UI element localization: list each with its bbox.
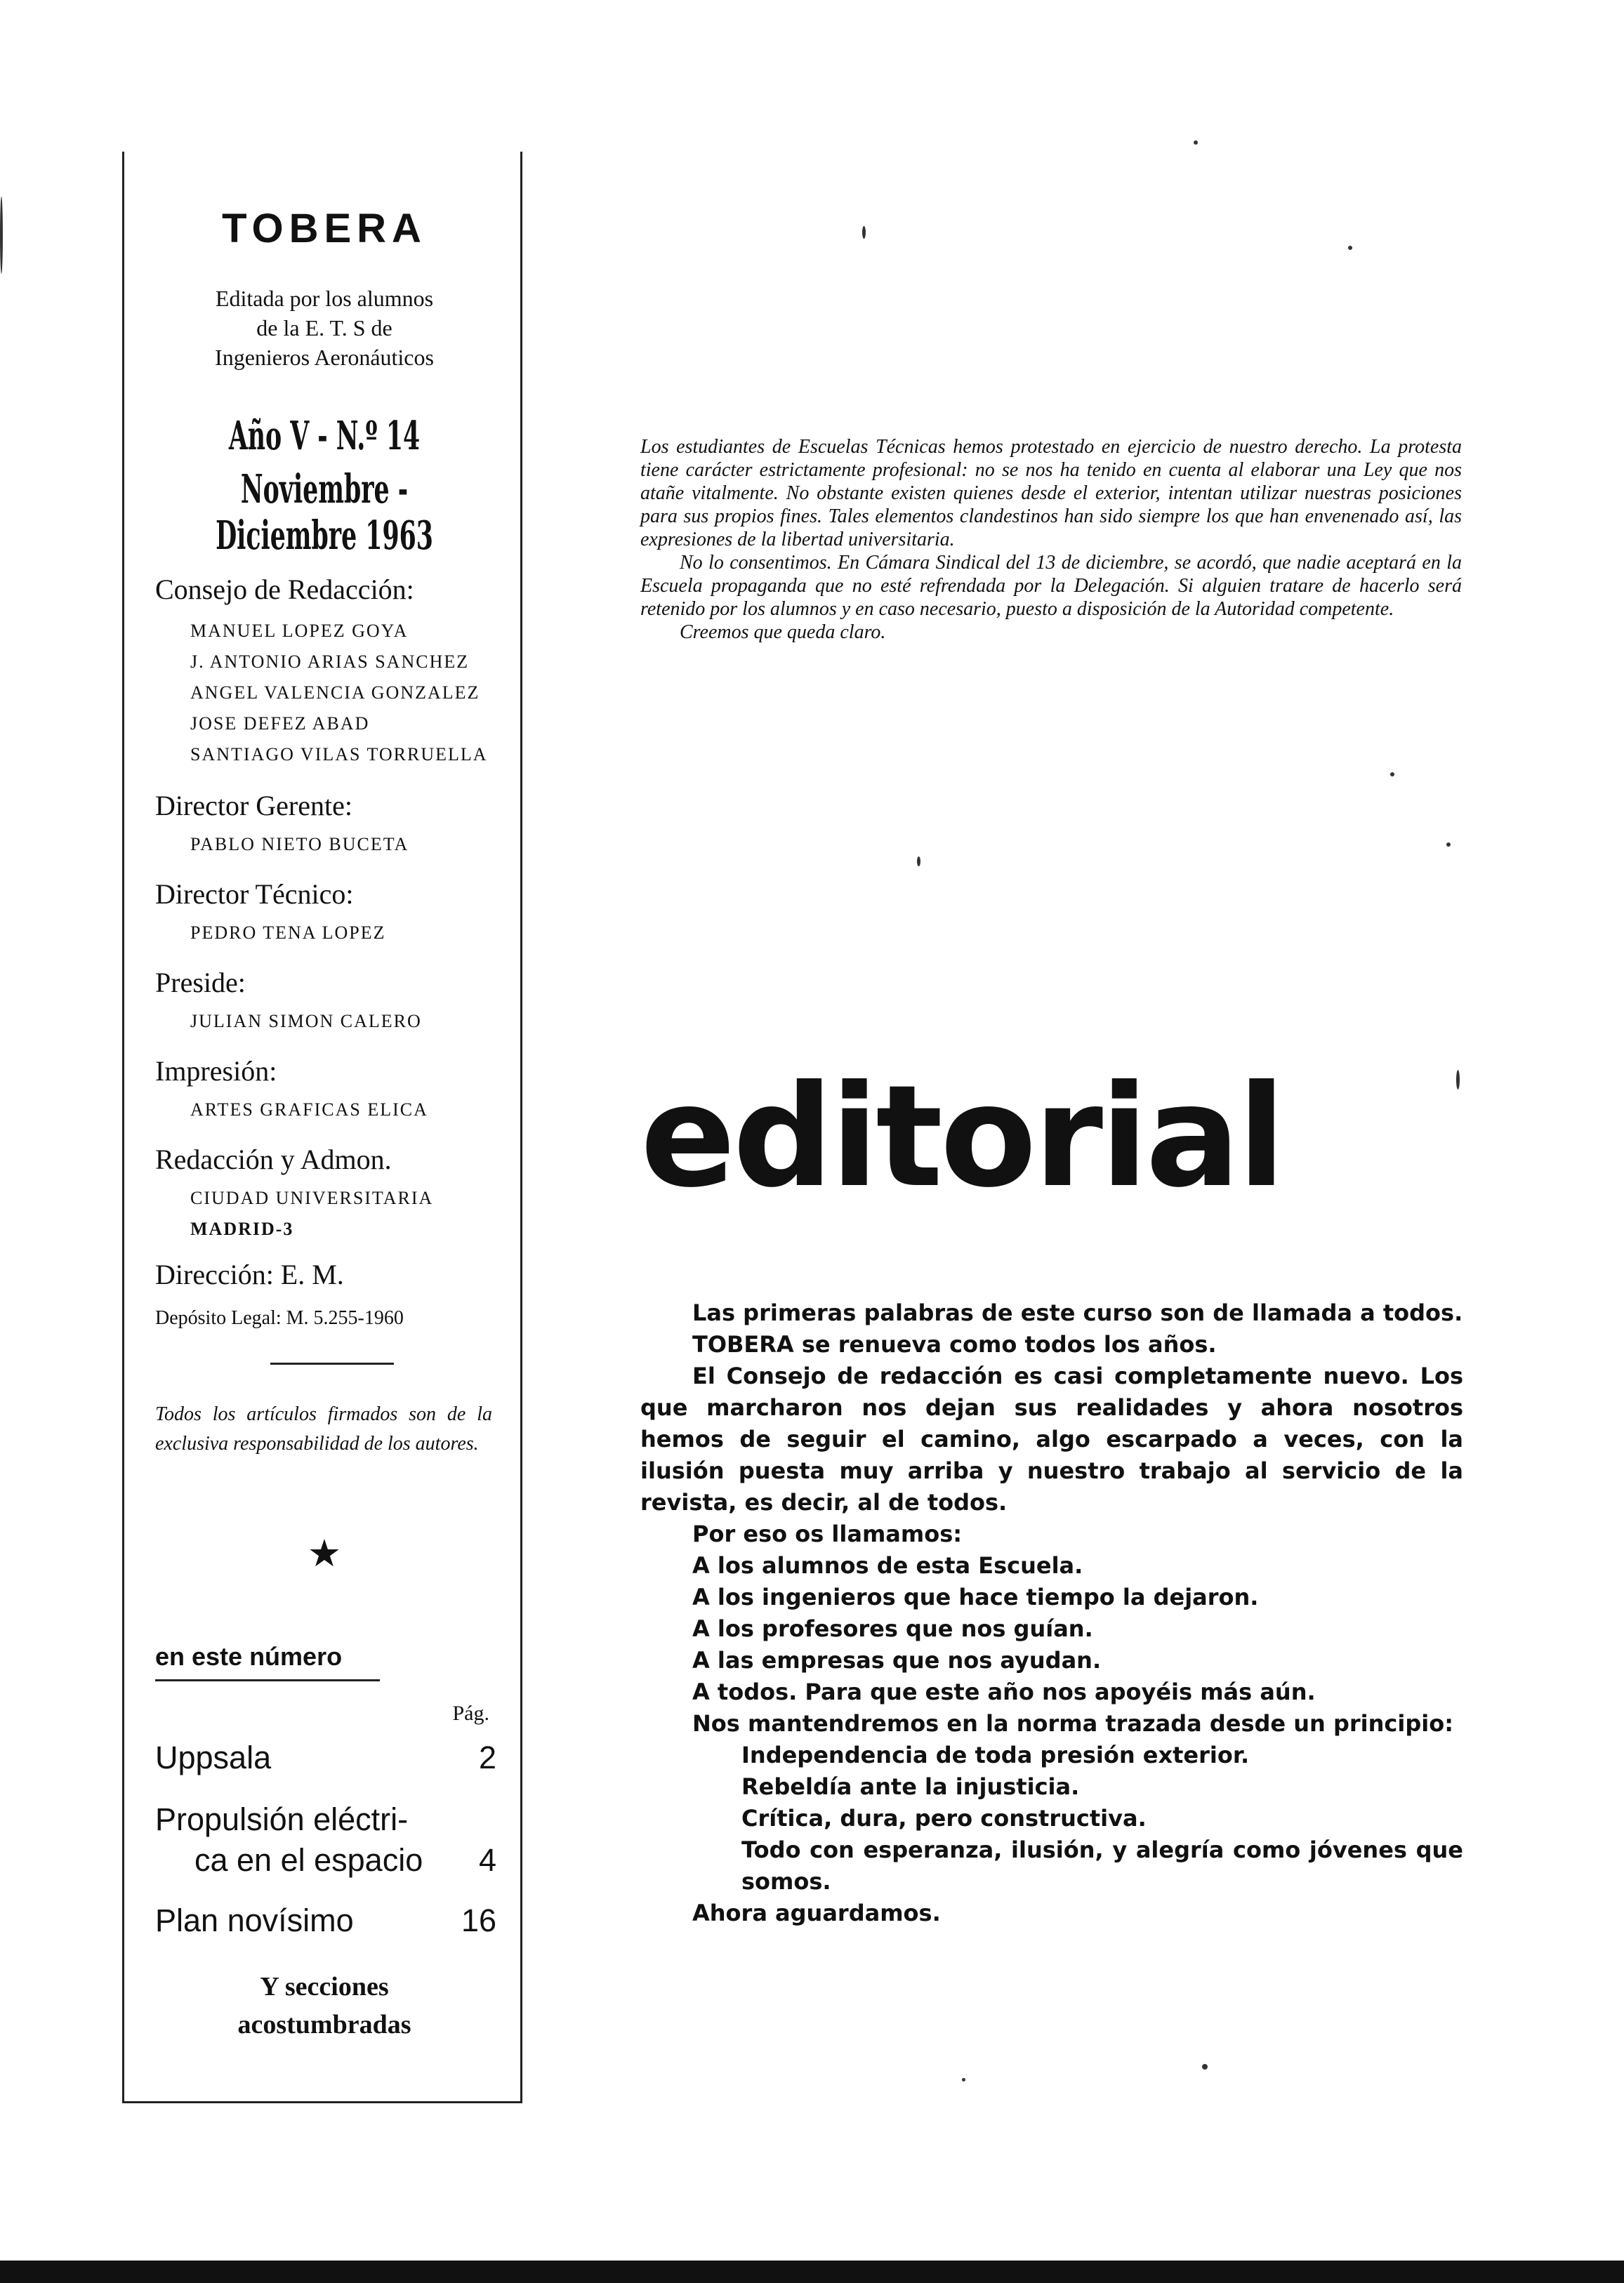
print-speck [1456,1070,1460,1090]
staff-name: MANUEL LOPEZ GOYA [190,621,409,641]
staff-role: Director Técnico: [155,878,354,910]
toc-heading: en este número [155,1642,343,1671]
call-item: A los alumnos de esta Escuela. [692,1552,1083,1579]
divider [270,1363,394,1365]
issue-date: Noviembre - Diciembre 1963 [216,466,433,559]
staff-role: Impresión: [155,1055,277,1087]
call-item: A los ingenieros que hace tiempo la dejaron. [692,1584,1259,1610]
staff-name: PABLO NIETO BUCETA [190,834,409,854]
toc-item [155,1740,496,1776]
staff-name: SANTIAGO VILAS TORRUELLA [190,744,488,765]
toc-item-page: 16 [461,1902,496,1938]
edited-by-line: Editada por los alumnos [215,286,434,311]
editorial-paragraph: Las primeras palabras de este curso son de llamada a todos. [692,1299,1463,1326]
staff-role: Consejo de Redacción: [155,574,414,605]
principle-item: Rebeldía ante la injusticia. [741,1773,1080,1800]
staff-name: JULIAN SIMON CALERO [190,1011,422,1031]
issue-number: Año V - N.º 14 [228,413,421,459]
print-speck [0,197,3,274]
editorial-paragraph: Nos mantendremos en la norma trazada desde un principio: [692,1710,1453,1737]
principle-item: Todo con esperanza, ilusión, y alegría como jóvenes que somos. [741,1837,1463,1895]
staff-name: JOSE DEFEZ ABAD [190,713,370,734]
staff-role: Preside: [155,967,246,998]
print-speck [1390,772,1394,776]
notice-paragraph: No lo consentimos. En Cámara Sindical del 13 de diciembre, se acordó, que nadie aceptará en la Escuela propaganda que no esté refrendada por la Delegación. Si alguien tratare de hacerlo será retenido por los alumnos y en caso necesario, puesto a disposición de la Autoridad competente. [640,552,1462,620]
print-speck [1194,140,1198,145]
toc-item-page: 4 [478,1842,496,1878]
print-speck [862,226,866,239]
staff-name: ANGEL VALENCIA GONZALEZ [190,682,480,703]
page-bottom-border [0,2261,1624,2283]
call-item: A las empresas que nos ayudan. [692,1647,1102,1674]
print-speck [1202,2064,1208,2070]
magazine-title: TOBERA [222,206,427,251]
toc-item-title: Propulsión eléctri- [155,1801,409,1837]
toc-item [155,1902,496,1939]
toc-page-label: Pág. [452,1702,489,1725]
print-speck [917,856,920,866]
closing-line: Ahora aguardamos. [692,1900,941,1926]
edited-by [124,284,524,372]
sections-line: acostumbradas [237,2010,411,2039]
edited-by-line: de la E. T. S de [256,315,392,340]
staff-role: Redacción y Admon. [155,1144,392,1175]
toc-item-title: ca en el espacio [194,1842,423,1878]
edited-by-line: Ingenieros Aeronáuticos [215,345,434,370]
toc-item-title: Uppsala [155,1740,272,1775]
editorial-heading: editorial [640,1055,1283,1219]
masthead-box [122,152,522,2103]
editorial-body [640,1297,1463,1929]
staff-role: Director Gerente: [155,790,352,821]
toc-item [155,1842,496,1879]
toc-item-title: Plan novísimo [155,1902,354,1938]
disclaimer: Todos los artículos firmados son de la exclusiva responsabilidad de los autores. [155,1403,492,1455]
staff-name: PEDRO TENA LOPEZ [190,922,386,943]
staff-name: CIUDAD UNIVERSITARIA [190,1188,434,1208]
print-speck [1348,246,1352,250]
principle-item: Independencia de toda presión exterior. [741,1742,1250,1768]
print-speck [962,2078,965,2082]
toc-item [155,1801,496,1838]
editorial-paragraph: Por eso os llamamos: [692,1521,963,1547]
notice-paragraph: Los estudiantes de Escuelas Técnicas hemos protestado en ejercicio de nuestro derecho. La protesta tiene carácter estrictamente profesional: no se nos ha tenido en cuenta al elaborar una Ley que nos atañe vitalmente. No obstante existen quienes desde el exterior, intentan utilizar nuestras posiciones para sus propios fines. Tales elementos clandestinos han sido siempre los que han envenenado así, las expresiones de la libertad universitaria. [640,436,1462,550]
staff-name: ARTES GRAFICAS ELICA [190,1099,428,1120]
call-item: A todos. Para que este año nos apoyéis más aún. [692,1679,1316,1705]
call-item: A los profesores que nos guían. [692,1615,1093,1642]
editorial-paragraph: TOBERA se renueva como todos los años. [692,1331,1217,1358]
protest-notice [640,435,1462,644]
toc-item-page: 2 [478,1740,496,1775]
notice-paragraph: Creemos que queda claro. [680,621,886,643]
principle-item: Crítica, dura, pero constructiva. [741,1805,1147,1832]
editorial-paragraph: El Consejo de redacción es casi completamente nuevo. Los que marcharon nos dejan sus realidades y ahora nosotros hemos de seguir el camino, algo escarpado a veces, con la ilusión puesta muy arriba y nuestro trabajo al servicio de la revista, es decir, al de todos. [640,1363,1463,1516]
deposito-legal: Depósito Legal: M. 5.255-1960 [155,1307,404,1329]
staff-name: MADRID-3 [190,1219,294,1239]
sections-line: Y secciones [260,1972,389,2001]
toc-underline [155,1679,380,1681]
staff-name: J. ANTONIO ARIAS SANCHEZ [190,651,470,672]
print-speck [1446,842,1451,847]
star-icon: ★ [307,1533,342,1575]
direccion: Dirección: E. M. [155,1259,344,1290]
usual-sections [124,1968,524,2044]
